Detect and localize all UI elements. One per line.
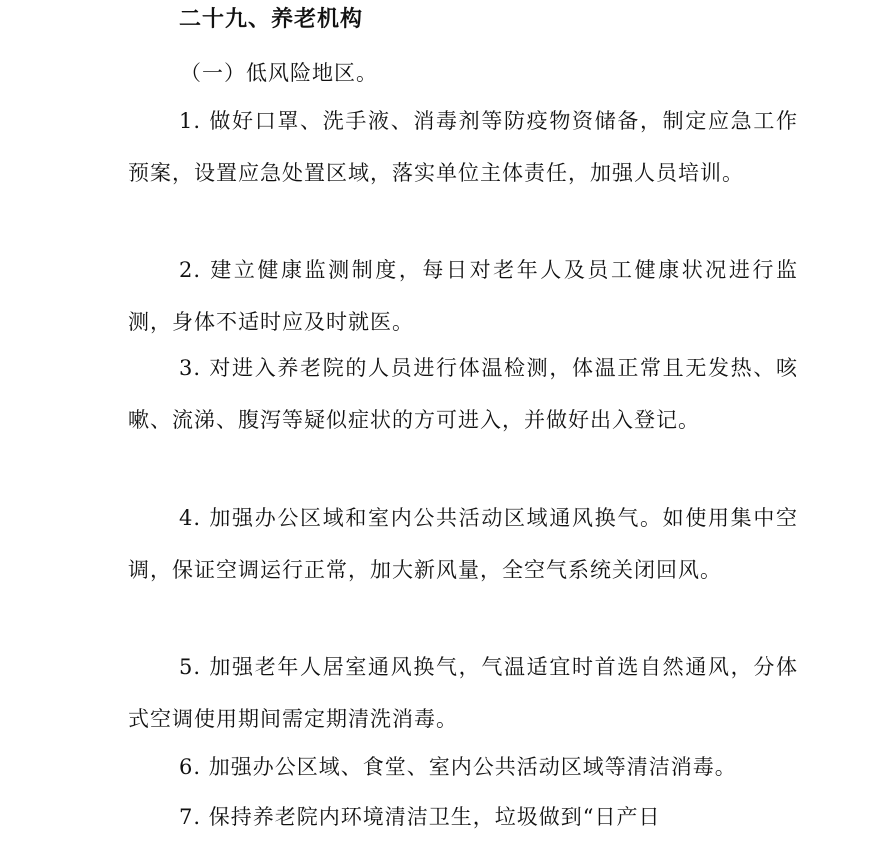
paragraph-item-7: 7. 保持养老院内环境清洁卫生，垃圾做到“日产日 — [179, 805, 661, 829]
section-heading: 二十九、养老机构 — [179, 7, 364, 32]
paragraph-item-6: 6. 加强办公区域、食堂、室内公共活动区域等清洁消毒。 — [179, 755, 737, 779]
paragraph-item-1: 1. 做好口罩、洗手液、消毒剂等防疫物资储备，制定应急工作预案，设置应急处置区域，落实单位主体责任，加强人员培训。 — [128, 109, 798, 185]
paragraph-item-2: 2. 建立健康监测制度，每日对老年人及员工健康状况进行监测，身体不适时应及时就医。 — [128, 258, 798, 334]
subsection-heading: （一）低风险地区。 — [180, 61, 378, 85]
paragraph-item-5: 5. 加强老年人居室通风换气，气温适宜时首选自然通风，分体式空调使用期间需定期清洗消毒。 — [128, 655, 798, 731]
paragraph-item-4: 4. 加强办公区域和室内公共活动区域通风换气。如使用集中空调，保证空调运行正常，加大新风量，全空气系统关闭回风。 — [128, 506, 798, 582]
paragraph-item-3: 3. 对进入养老院的人员进行体温检测，体温正常且无发热、咳嗽、流涕、腹泻等疑似症状的方可进入，并做好出入登记。 — [128, 356, 798, 432]
